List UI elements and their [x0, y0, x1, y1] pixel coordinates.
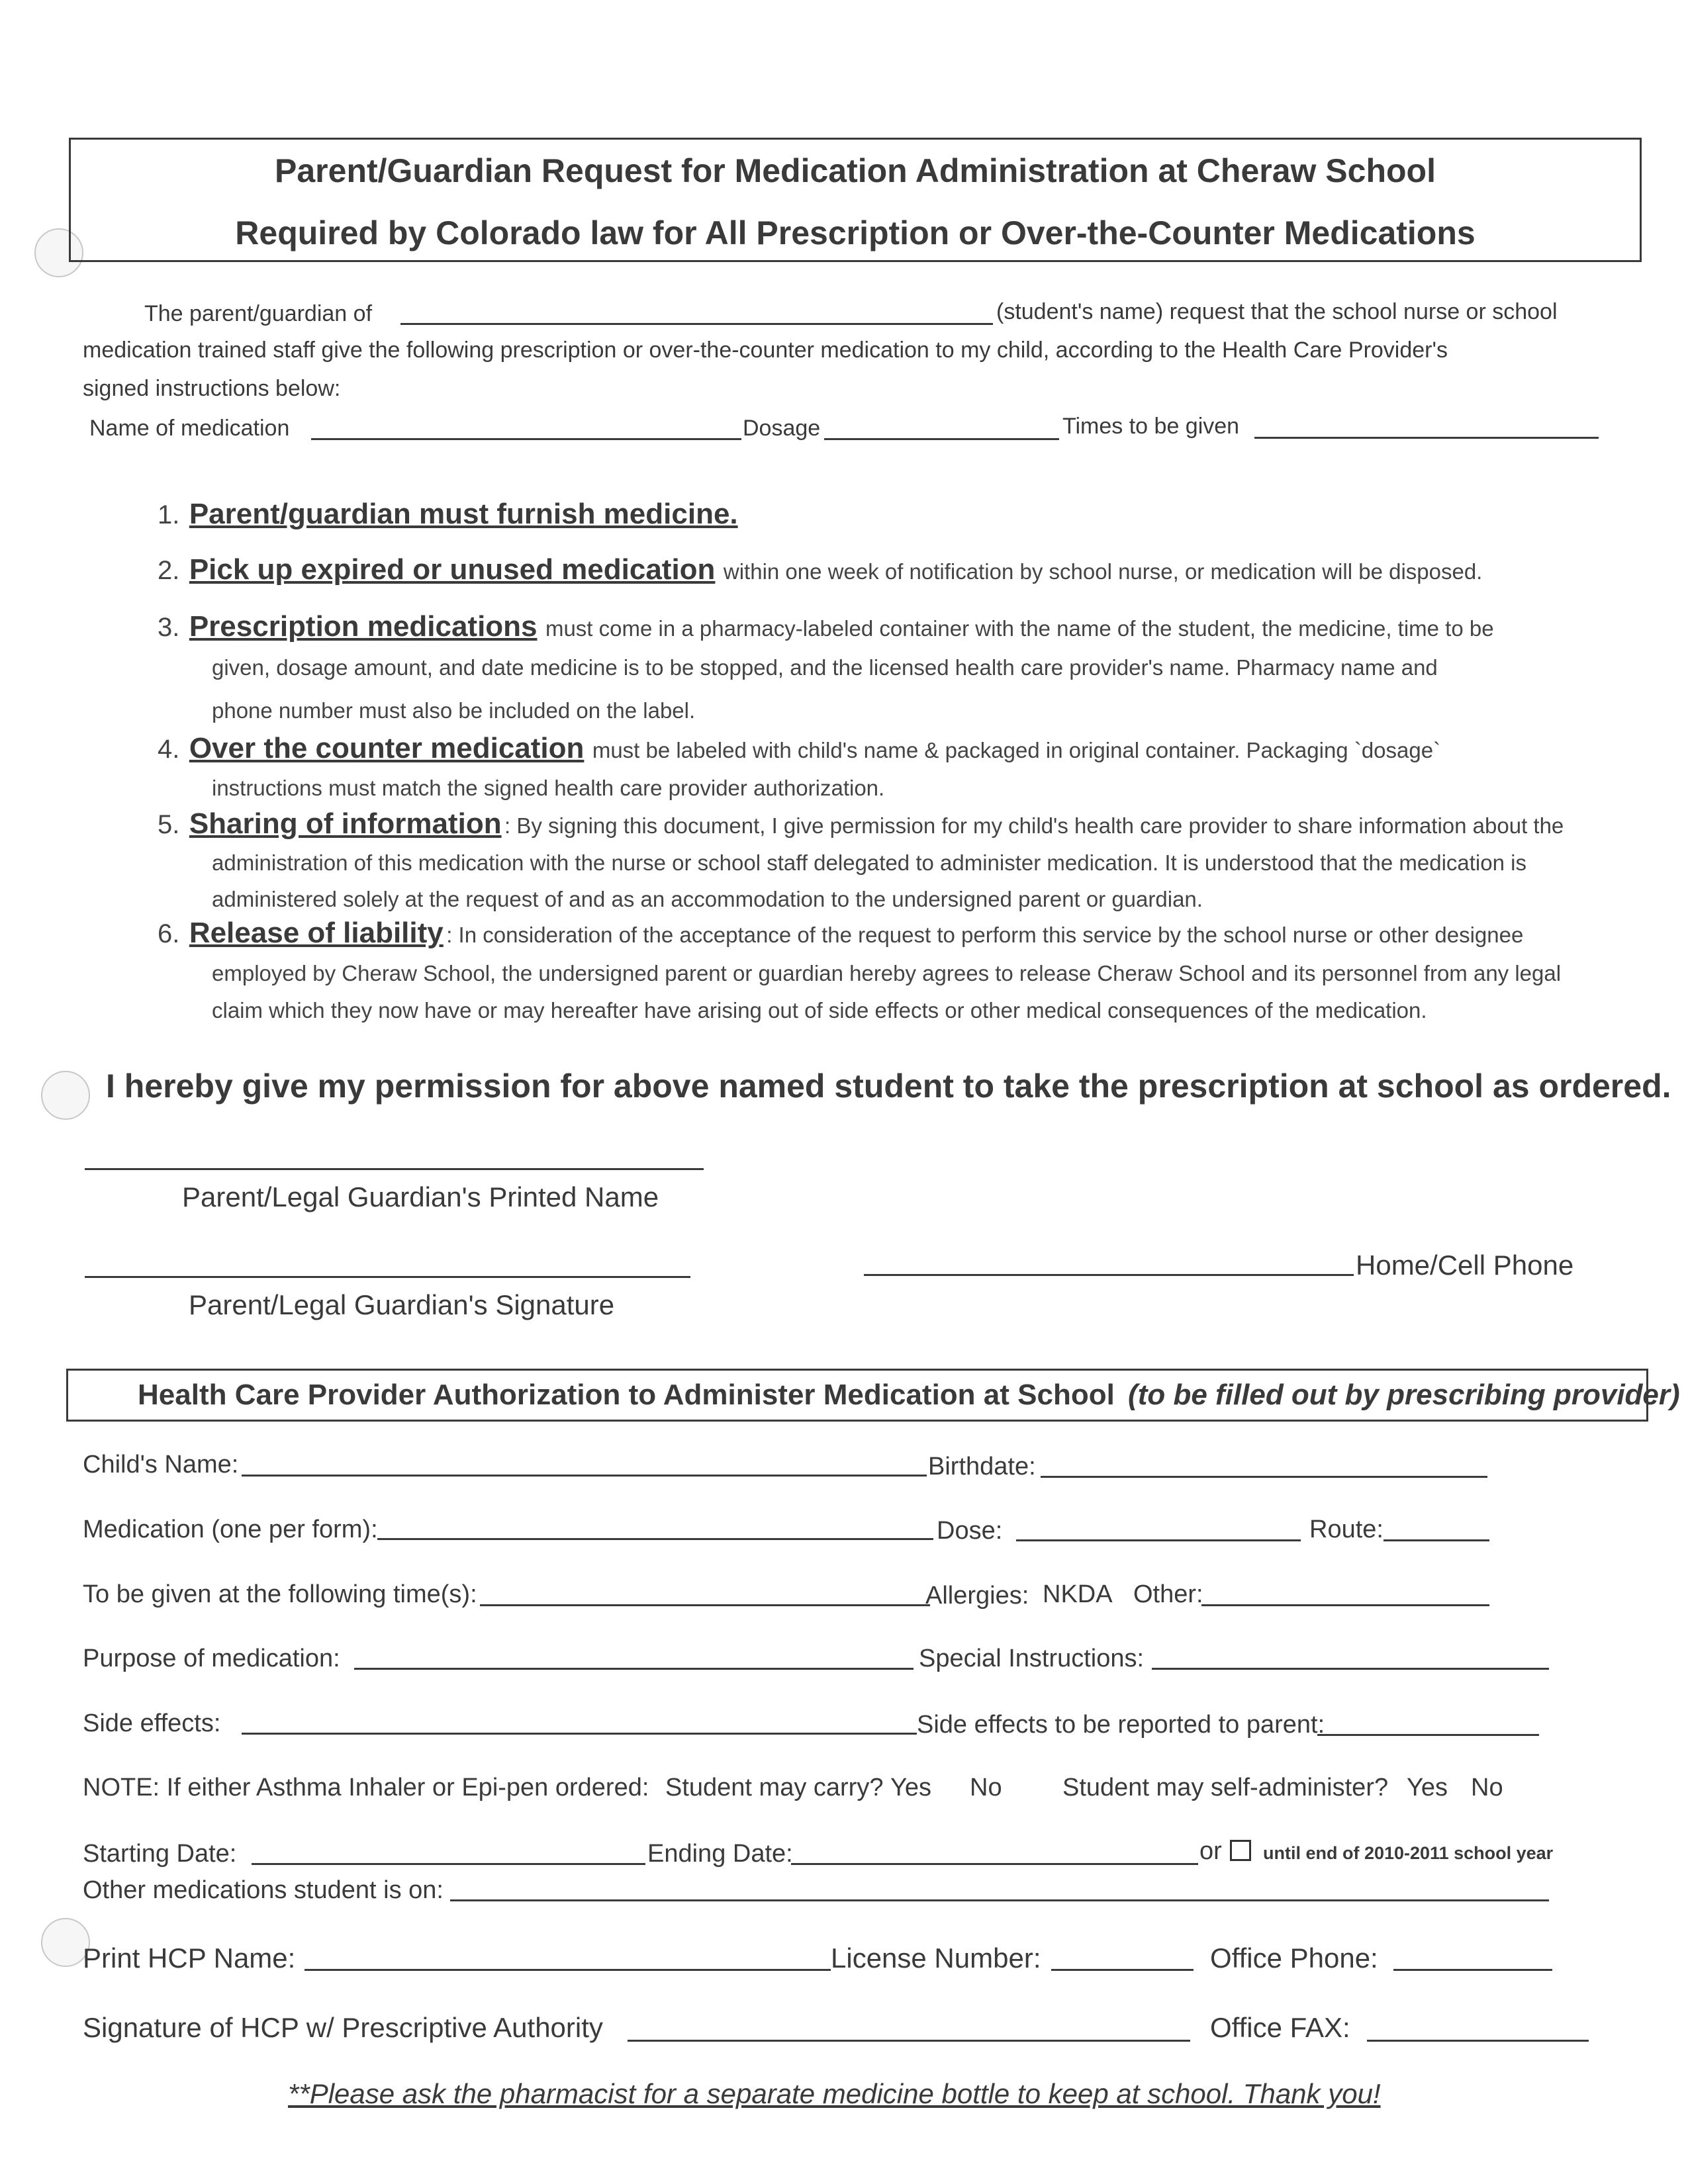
allergies-label: Allergies:	[925, 1582, 1029, 1610]
phone-label: Home/Cell Phone	[1356, 1250, 1574, 1281]
list-item: 1. Parent/guardian must furnish medicine.	[158, 498, 738, 530]
ending-date-label: Ending Date:	[647, 1840, 793, 1868]
item-6-line-2: employed by Cheraw School, the undersigned parent or guardian hereby agrees to release Cheraw School and its personnel from any legal	[212, 961, 1562, 985]
office-phone-label: Office Phone:	[1210, 1942, 1378, 1974]
special-instructions-label: Special Instructions:	[919, 1645, 1145, 1672]
or-label: or	[1199, 1837, 1222, 1865]
parent-signature-field[interactable]	[85, 1276, 690, 1278]
list-item: 5. Sharing of information : By signing this document, I give permission for my child's health care provider to share information about the	[158, 807, 1564, 840]
medication-name-field[interactable]	[311, 438, 741, 440]
phone-field[interactable]	[864, 1274, 1354, 1276]
self-administer-no[interactable]: No	[1471, 1774, 1503, 1801]
birthdate-label: Birthdate:	[928, 1453, 1036, 1480]
dosage-field[interactable]	[824, 438, 1059, 440]
ending-date-field[interactable]	[791, 1863, 1198, 1865]
birthdate-field[interactable]	[1041, 1476, 1487, 1478]
parent-printed-name-label: Parent/Legal Guardian's Printed Name	[182, 1181, 659, 1212]
purpose-label: Purpose of medication:	[83, 1645, 340, 1672]
other-allergies-label: Other:	[1133, 1580, 1203, 1608]
self-administer-label: Student may self-administer?	[1062, 1774, 1389, 1801]
office-fax-field[interactable]	[1367, 2040, 1589, 2042]
starting-date-field[interactable]	[252, 1863, 645, 1865]
hcp-signature-label: Signature of HCP w/ Prescriptive Authority	[83, 2012, 603, 2043]
side-effects-label: Side effects:	[83, 1709, 221, 1737]
other-medications-field[interactable]	[450, 1899, 1549, 1901]
item-5-line-3: administered solely at the request of and as an accommodation to the undersigned parent or guardian.	[212, 887, 1203, 911]
school-year-label: until end of 2010-2011 school year	[1263, 1843, 1554, 1863]
item-6-line-3: claim which they now have or may hereafter have arising out of side effects or other medical consequences of the medication.	[212, 998, 1427, 1023]
route-label: Route:	[1309, 1516, 1383, 1543]
dose-field[interactable]	[1016, 1539, 1301, 1541]
item-3-line-3: phone number must also be included on the label.	[212, 698, 696, 723]
intro-line-3: signed instructions below:	[83, 376, 341, 401]
punch-hole-middle	[41, 1071, 90, 1120]
times-given-field[interactable]	[480, 1604, 930, 1606]
side-effects-field[interactable]	[242, 1733, 917, 1735]
childs-name-label: Child's Name:	[83, 1451, 239, 1479]
list-item: 3. Prescription medications must come in a pharmacy-labeled container with the name of the student, the medicine, time to be	[158, 610, 1494, 643]
intro-prefix: The parent/guardian of	[144, 301, 373, 326]
page-title: Parent/Guardian Request for Medication Administration at Cheraw School	[275, 152, 1436, 189]
hcp-title: Health Care Provider Authorization to Administer Medication at School (to be filled out by prescribing provider)	[138, 1379, 1680, 1411]
side-effects-report-label: Side effects to be reported to parent:	[917, 1711, 1325, 1739]
page-subtitle: Required by Colorado law for All Prescription or Over-the-Counter Medications	[235, 214, 1476, 251]
dosage-label: Dosage	[743, 416, 821, 441]
side-effects-report-field[interactable]	[1317, 1734, 1539, 1736]
note-row	[83, 1774, 883, 1802]
may-carry-label: Student may carry?	[665, 1774, 884, 1801]
medication-field[interactable]	[377, 1538, 933, 1540]
other-medications-label: Other medications student is on:	[83, 1876, 444, 1904]
times-field[interactable]	[1254, 437, 1599, 439]
license-number-label: License Number:	[831, 1942, 1041, 1974]
medication-label: Medication (one per form):	[83, 1516, 378, 1543]
times-given-label: To be given at the following time(s):	[83, 1580, 477, 1608]
other-allergies-field[interactable]	[1201, 1604, 1489, 1606]
header-box	[69, 138, 1642, 262]
hcp-signature-field[interactable]	[628, 2040, 1190, 2042]
times-label: Times to be given	[1062, 414, 1240, 439]
print-hcp-name-label: Print HCP Name:	[83, 1942, 296, 1974]
list-item: 2. Pick up expired or unused medication within one week of notification by school nurse, or medication will be disposed.	[158, 553, 1483, 586]
list-item: 4. Over the counter medication must be labeled with child's name & packaged in original container. Packaging `dosage`	[158, 732, 1441, 764]
school-year-checkbox[interactable]	[1230, 1840, 1251, 1861]
childs-name-field[interactable]	[242, 1475, 927, 1477]
footer-note: **Please ask the pharmacist for a separate medicine bottle to keep at school. Thank you!	[288, 2078, 1381, 2109]
item-5-line-2: administration of this medication with the nurse or school staff delegated to administer medication. It is understood that the medication is	[212, 850, 1526, 875]
office-phone-field[interactable]	[1393, 1969, 1552, 1971]
may-carry-no[interactable]: No	[970, 1774, 1002, 1801]
nkda-option[interactable]: NKDA	[1043, 1580, 1113, 1608]
item-3-line-2: given, dosage amount, and date medicine is to be stopped, and the licensed health care provider's name. Pharmacy name and	[212, 655, 1438, 680]
may-carry-yes[interactable]: Yes	[890, 1774, 931, 1801]
permission-statement: I hereby give my permission for above named student to take the prescription at school as ordered.	[106, 1068, 1671, 1105]
item-4-line-2: instructions must match the signed health care provider authorization.	[212, 776, 885, 800]
special-instructions-field[interactable]	[1152, 1668, 1549, 1670]
route-field[interactable]	[1383, 1539, 1489, 1541]
license-number-field[interactable]	[1051, 1969, 1194, 1971]
print-hcp-name-field[interactable]	[305, 1969, 831, 1971]
dose-label: Dose:	[937, 1517, 1003, 1545]
hcp-title-box	[66, 1369, 1680, 1422]
student-name-field[interactable]	[400, 323, 993, 325]
intro-line-2: medication trained staff give the following prescription or over-the-counter medication to my child, according to the Health Care Provider's	[83, 338, 1448, 363]
purpose-field[interactable]	[354, 1668, 914, 1670]
parent-printed-name-field[interactable]	[85, 1168, 704, 1170]
note-text: NOTE: If either Asthma Inhaler or Epi-pen ordered:	[83, 1774, 649, 1801]
medication-name-label: Name of medication	[89, 416, 290, 441]
intro-suffix: (student's name) request that the school nurse or school	[996, 299, 1558, 324]
self-administer-yes[interactable]: Yes	[1407, 1774, 1448, 1801]
office-fax-label: Office FAX:	[1210, 2012, 1350, 2043]
starting-date-label: Starting Date:	[83, 1840, 237, 1868]
list-item: 6. Release of liability : In consideration of the acceptance of the request to perform this service by the school nurse or other designee	[158, 917, 1524, 949]
parent-signature-label: Parent/Legal Guardian's Signature	[189, 1289, 615, 1320]
